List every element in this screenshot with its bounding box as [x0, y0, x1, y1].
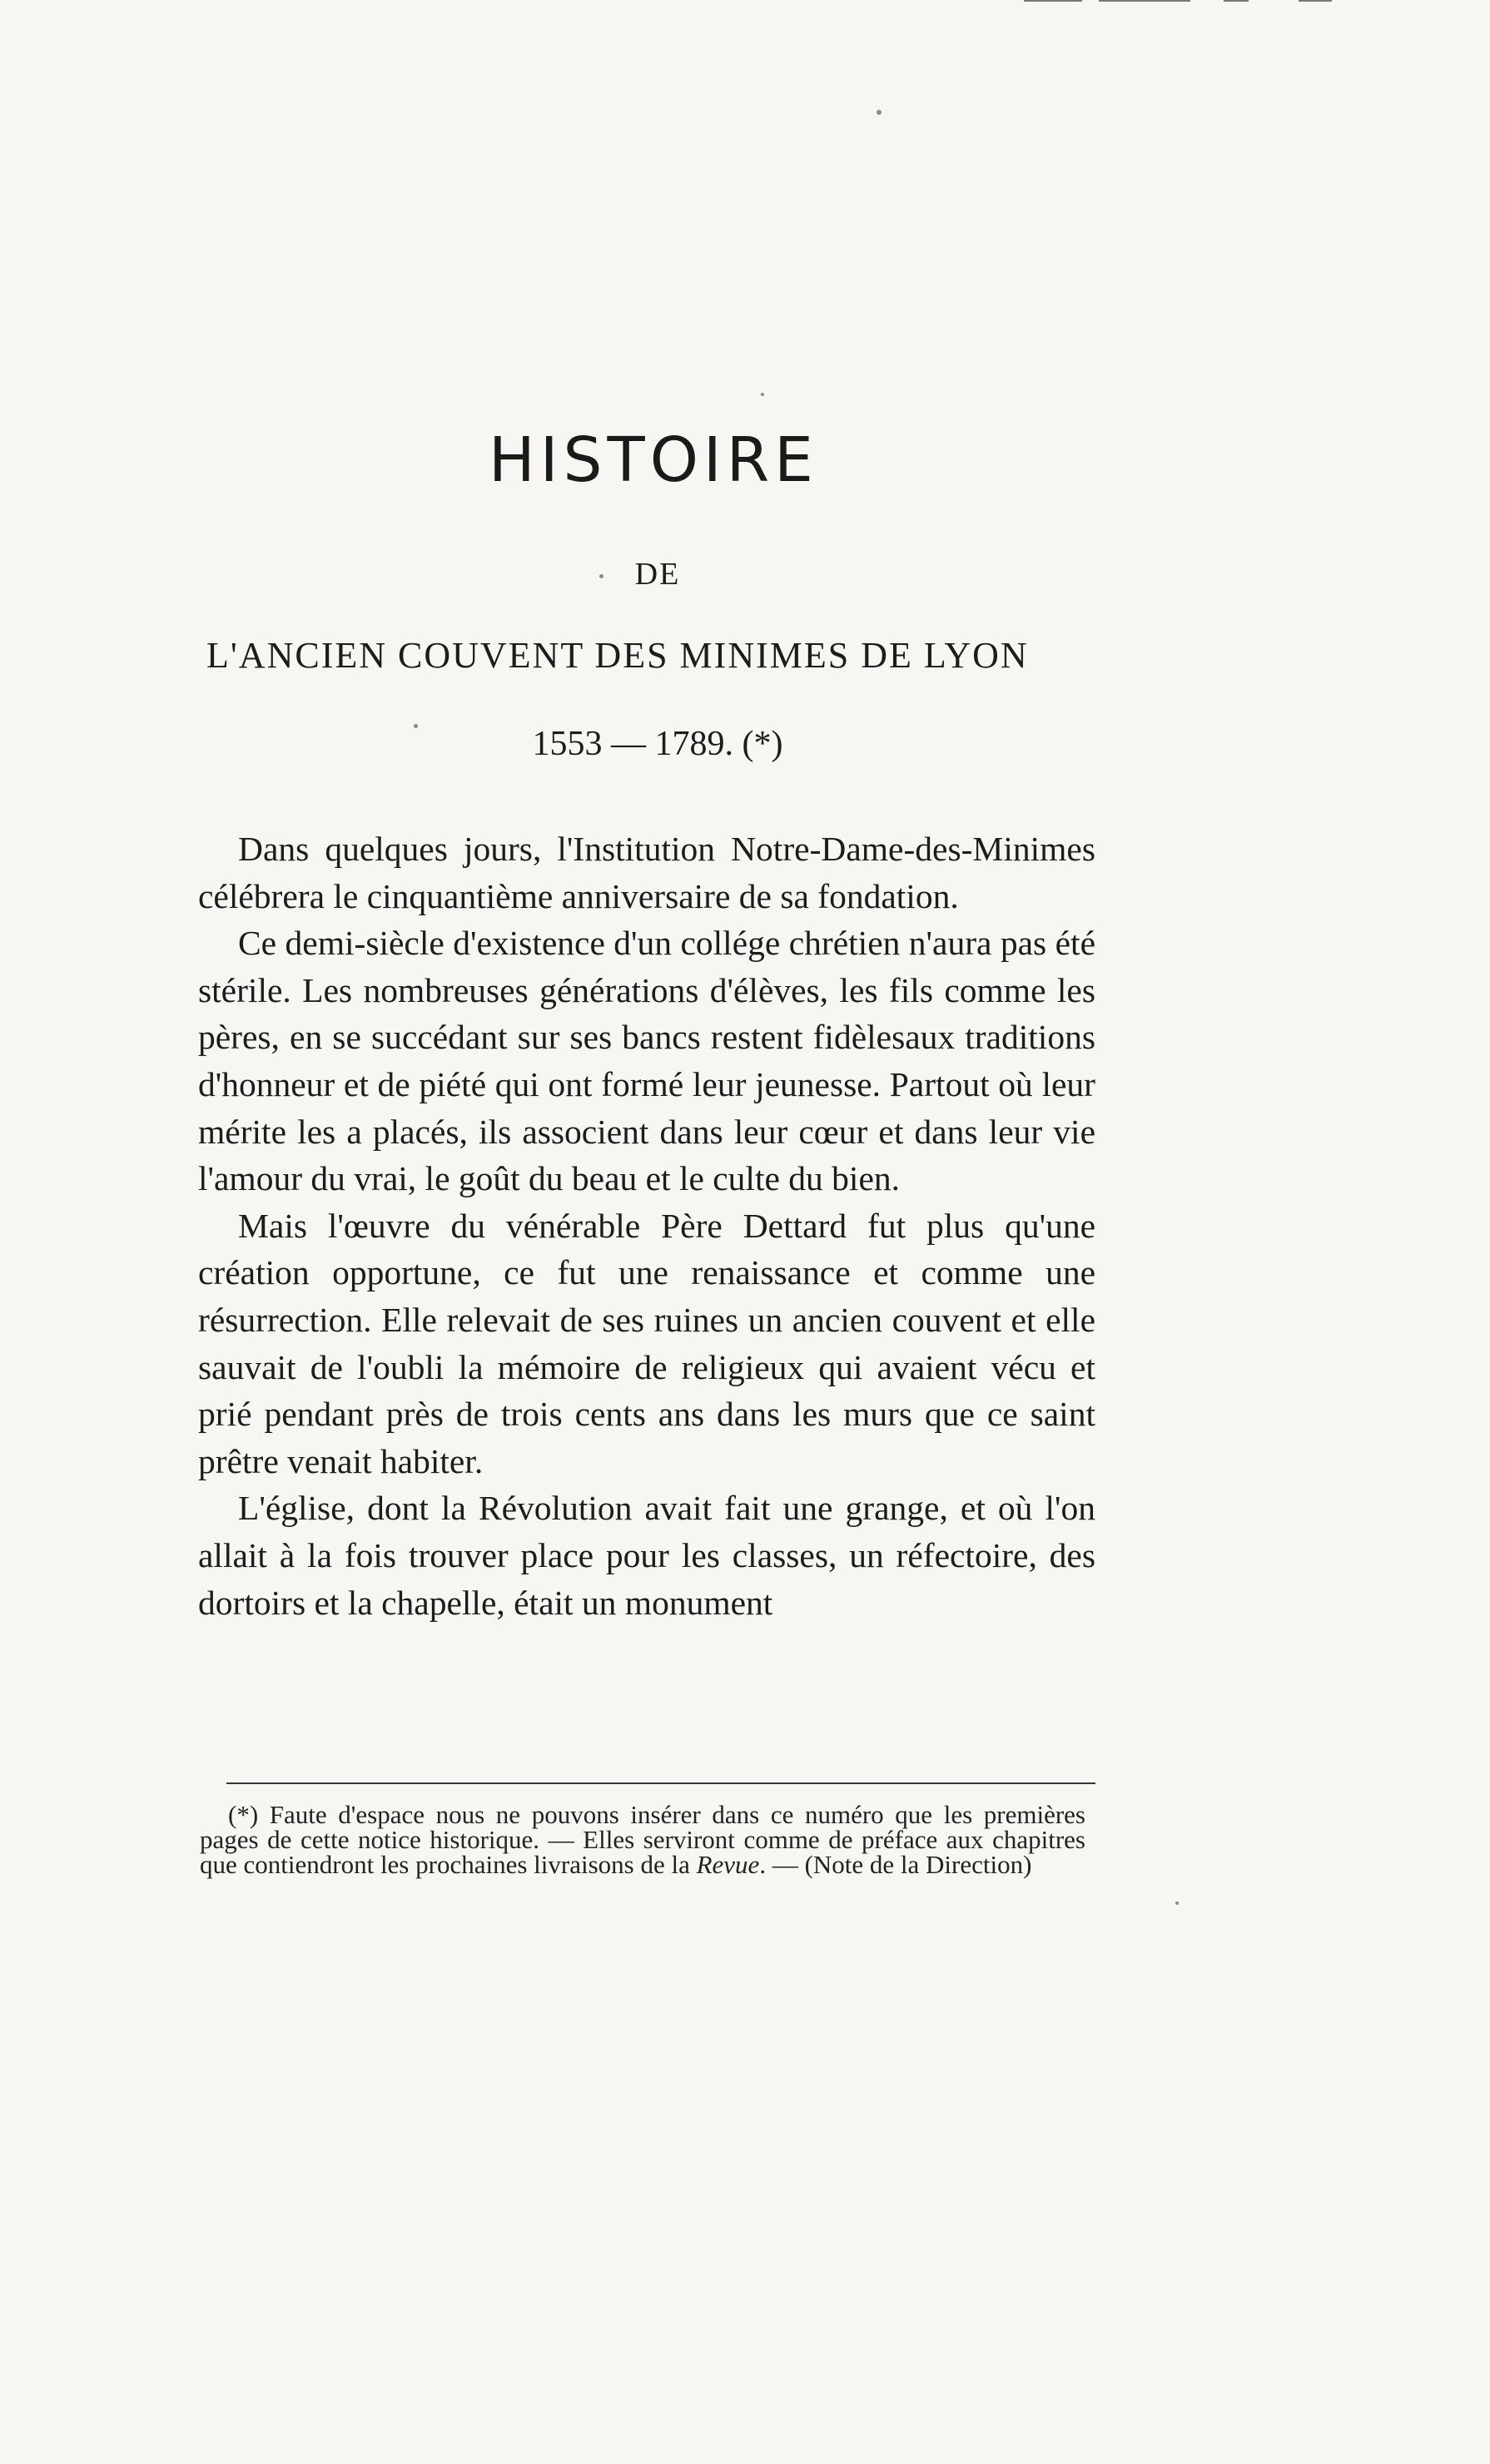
document-subtitle: L'ANCIEN COUVENT DES MINIMES DE LYON: [206, 635, 1029, 676]
paragraph-1: Dans quelques jours, l'Institution Notre-Dame-des-Minimes célébrera le cinquantième anniversaire de sa fondation.: [198, 830, 1095, 915]
footnote-note: . — (Note de la Direction): [759, 1850, 1032, 1879]
paragraph-2: Ce demi-siècle d'existence d'un collége chrétien n'aura pas été stérile. Les nombreuses générations d'élèves, les fils comme les pères, en se succédant sur ses bancs restent fidèlesaux traditions d'honneur et de piété qui ont formé leur jeunesse. Partout où leur mérite les a placés, ils associent dans leur cœur et dans leur vie l'amour du vrai, le goût du beau et le culte du bien.: [198, 924, 1095, 1198]
dust-speck: [1175, 1901, 1179, 1905]
body-text: [198, 825, 1095, 1626]
footnote-divider: [226, 1782, 1095, 1784]
title-connector: DE: [634, 557, 681, 592]
paragraph-4: L'église, dont la Révolution avait fait une grange, et où l'on allait à la fois trouver place pour les classes, un réfectoire, des dortoirs et la chapelle, était un monument: [198, 1489, 1095, 1622]
dust-speck: [761, 393, 764, 396]
scan-mark: [1299, 0, 1332, 2]
dust-speck: [877, 110, 882, 115]
scan-mark: [1099, 0, 1190, 2]
scan-mark: [1024, 0, 1082, 2]
paragraph-3: Mais l'œuvre du vénérable Père Dettard fut plus qu'une création opportune, ce fut une renaissance et comme une résurrection. Elle relevait de ses ruines un ancien couvent et elle sauvait de l'oubli la mémoire de religieux qui avaient vécu et prié pendant près de trois cents ans dans les murs que ce saint prêtre venait habiter.: [198, 1206, 1095, 1480]
footnote-revue: Revue: [696, 1850, 760, 1879]
scan-mark: [1224, 0, 1249, 2]
date-range: 1553 — 1789. (*): [532, 725, 783, 763]
footnote-text: (*) Faute d'espace nous ne pouvons insérer dans ce numéro que les premières pages de cette notice historique. — Elles serviront comme de préface aux chapitres que contiendront les prochaines livraisons de la: [200, 1800, 1085, 1879]
document-title: HISTOIRE: [489, 424, 818, 496]
footnote: [200, 1802, 1085, 1877]
